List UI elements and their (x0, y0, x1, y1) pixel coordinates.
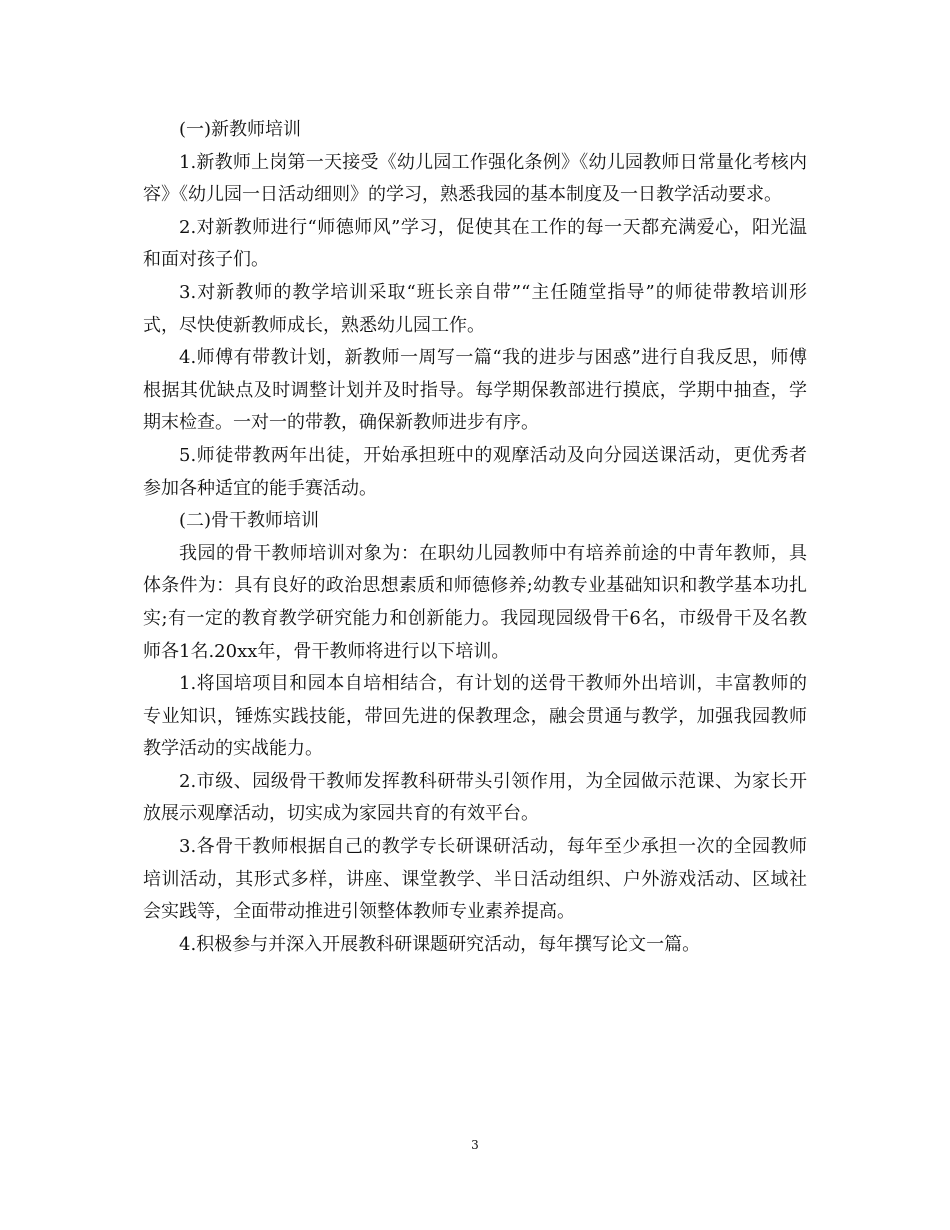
paragraph: 2.市级、园级骨干教师发挥教科研带头引领作用，为全园做示范课、为家长开放展示观摩活动，切实成为家园共育的有效平台。 (143, 770, 807, 825)
document-body (143, 114, 807, 961)
paragraph: 4.师傅有带教计划，新教师一周写一篇“我的进步与困惑”进行自我反思，师傅根据其优缺点及时调整计划并及时指导。每学期保教部进行摸底，学期中抽查，学期末检查。一对一的带教，确保新教师进步有序。 (143, 347, 807, 434)
paragraph: 3.各骨干教师根据自己的教学专长研课研活动，每年至少承担一次的全园教师培训活动，其形式多样，讲座、课堂教学、半日活动组织、户外游戏活动、区域社会实践等，全面带动推进引领整体教师专业素养提高。 (143, 836, 807, 923)
section-heading-new-teachers: (一)新教师培训 (179, 119, 302, 140)
paragraph: 1.新教师上岗第一天接受《幼儿园工作强化条例》《幼儿园教师日常量化考核内容》《幼儿园一日活动细则》的学习，熟悉我园的基本制度及一日教学活动要求。 (143, 151, 807, 206)
section-heading-key-teachers: (二)骨干教师培训 (179, 510, 320, 532)
paragraph: 我园的骨干教师培训对象为：在职幼儿园教师中有培养前途的中青年教师，具体条件为：具有良好的政治思想素质和师德修养;幼教专业基础知识和教学基本功扎实;有一定的教育教学研究能力和创新能力。我园现园级骨干6名，市级骨干及名教师各1名.20xx年，骨干教师将进行以下培训。 (143, 542, 807, 662)
page-number: 3 (471, 1138, 479, 1152)
paragraph: 1.将国培项目和园本自培相结合，有计划的送骨干教师外出培训，丰富教师的专业知识，锤炼实践技能，带回先进的保教理念，融会贯通与教学，加强我园教师教学活动的实战能力。 (143, 673, 807, 760)
paragraph: 5.师徒带教两年出徒，开始承担班中的观摩活动及向分园送课活动，更优秀者参加各种适宜的能手赛活动。 (143, 444, 807, 499)
paragraph: 3.对新教师的教学培训采取“班长亲自带”“主任随堂指导”的师徒带教培训形式，尽快使新教师成长，熟悉幼儿园工作。 (143, 281, 807, 336)
paragraph: 4.积极参与并深入开展教科研课题研究活动，每年撰写论文一篇。 (179, 933, 701, 955)
paragraph: 2.对新教师进行“师德师风”学习，促使其在工作的每一天都充满爱心，阳光温和面对孩子们。 (143, 216, 807, 271)
